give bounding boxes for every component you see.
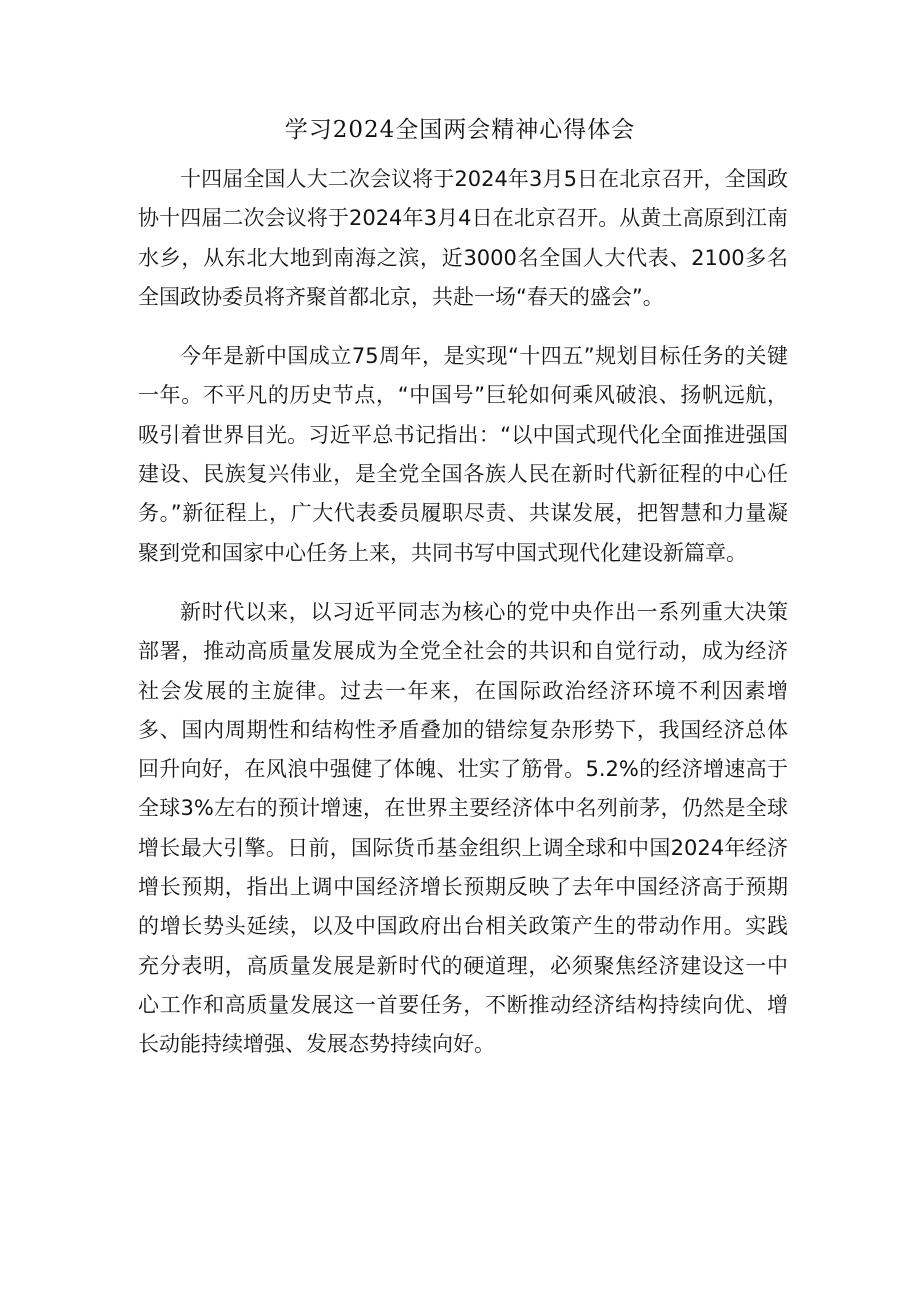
paragraph-2: 今年是新中国成立75周年，是实现“十四五”规划目标任务的关键一年。不平凡的历史节点，“中国号”巨轮如何乘风破浪、扬帆远航，吸引着世界目光。习近平总书记指出：“以中国式现代化全面推进强国建设、民族复兴伟业，是全党全国各族人民在新时代新征程的中心任务。”新征程上，广大代表委员履职尽责、共谋发展，把智慧和力量凝聚到党和国家中心任务上来，共同书写中国式现代化建设新篇章。: [138, 344, 788, 565]
paragraph-1: 十四届全国人大二次会议将于2024年3月5日在北京召开，全国政协十四届二次会议将于2024年3月4日在北京召开。从黄土高原到江南水乡，从东北大地到南海之滨，近3000名全国人大代表、2100多名全国政协委员将齐聚首都北京，共赴一场“春天的盛会”。: [138, 167, 788, 309]
paragraph-3: 新时代以来，以习近平同志为核心的党中央作出一系列重大决策部署，推动高质量发展成为全党全社会的共识和自觉行动，成为经济社会发展的主旋律。过去一年来，在国际政治经济环境不利因素增多、国内周期性和结构性矛盾叠加的错综复杂形势下，我国经济总体回升向好，在风浪中强健了体魄、壮实了筋骨。5.2%的经济增速高于全球3%左右的预计增速，在世界主要经济体中名列前茅，仍然是全球增长最大引擎。日前，国际货币基金组织上调全球和中国2024年经济增长预期，指出上调中国经济增长预期反映了去年中国经济高于预期的增长势头延续，以及中国政府出台相关政策产生的带动作用。实践充分表明，高质量发展是新时代的硬道理，必须聚焦经济建设这一中心工作和高质量发展这一首要任务，不断推动经济结构持续向优、增长动能持续增强、发展态势持续向好。: [138, 599, 788, 1057]
document-body: [138, 160, 788, 1085]
document-title: 学习2024全国两会精神心得体会: [284, 117, 636, 143]
